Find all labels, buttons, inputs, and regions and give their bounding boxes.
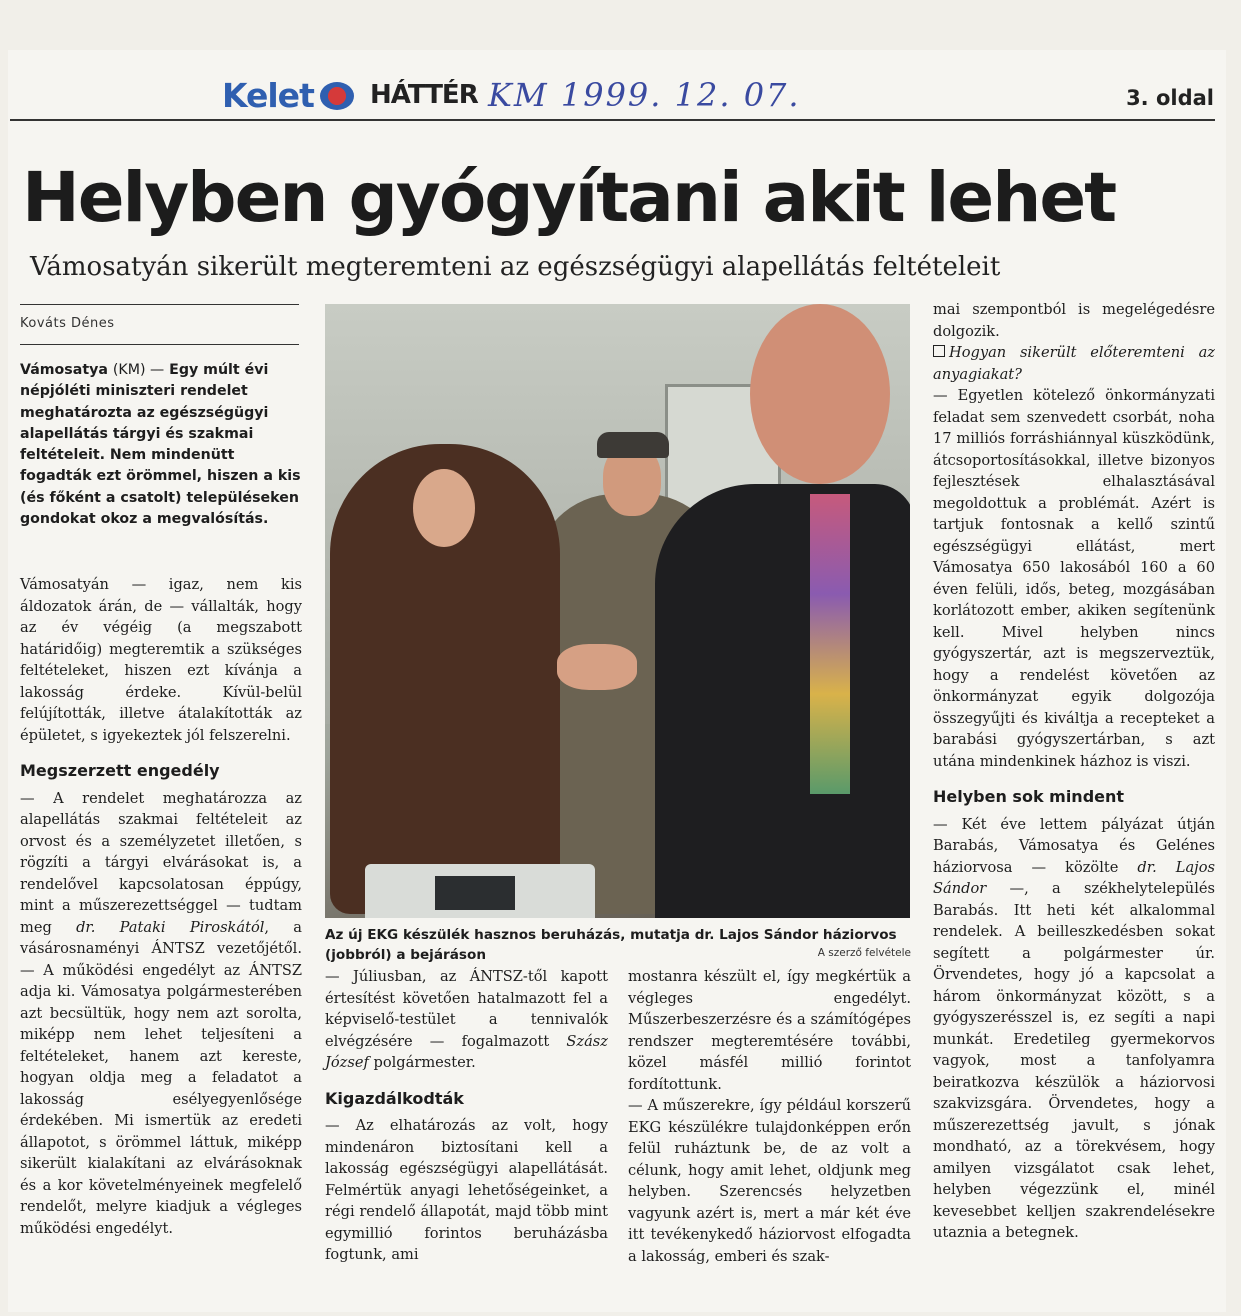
col4-p3-start: — Két éve lettem pályázat útján Barabás, Vámosatya és Gelénes háziorvosa — közölte [933,815,1215,876]
headline: Helyben gyógyítani akit lehet [22,158,1116,238]
column-4 [933,299,1215,1244]
lead-source: (KM) — [112,362,165,378]
column-2 [325,966,608,1266]
photo-credit: A szerző felvétele [817,947,911,959]
photo-tie [810,494,850,794]
photo-cap [597,432,669,458]
col3-paragraph-2: — A műszerekre, így például korszerű EKG készülékre tulajdonképpen erőn felül ruháztunk be, de az volt a célunk, hogy amit lehet, oldjunk meg helyben. Szerencsés helyzetben vagyunk azért is, mert a már két éve itt tevékenykedő háziorvost elfogadta a lakosság, emberi és szak- [628,1097,911,1265]
col4-subtitle: Helyben sok mindent [933,787,1125,806]
article-photo [325,304,910,918]
col1-p2-name: dr. Pataki Piroskától [76,918,265,936]
col2-subtitle: Kigazdálkodták [325,1088,464,1108]
col2-p1-end: polgármester. [368,1054,476,1071]
col1-p2-end: , a vásárosnaményi ÁNTSZ vezetőjétől. — A működési engedélyt az ÁNTSZ adja ki. Vámosatya polgármesterében azt becsültük, hogy nem azt sorolta, miképp nem lehet teljesíteni a feltételeket, hanem azt kereste, hogyan oldja meg a feladatot a lakosság esélyegyenlősége érdekében. Mi ismertük az eredeti állapotot, s örömmel láttuk, miképp sikerült kialakítani az elvárásoknak és a kor követelményeinek megfelelő rendelőt, melyre kiadjuk a végleges működési engedélyt. [20,918,302,1237]
col2-p1-start: — Júliusban, az ÁNTSZ-től kapott értesítést követően hatalmazott fel a képviselő-testület a tennivalók elvégzésére — fogalmazott [325,968,608,1050]
photo-face-right [750,304,890,484]
coat-of-arms-icon [320,82,354,110]
col2-p1-name: Szász József [325,1032,608,1071]
handwritten-date-note: KM 1999. 12. 07. [488,76,801,114]
col1-paragraph-2 [20,788,302,1240]
column-3 [628,966,911,1267]
newspaper-logo: Kelet [222,76,314,115]
masthead [222,72,1222,116]
photo-person-right [655,484,910,918]
photo-ekg-screen [435,876,515,910]
question-box-icon [933,345,945,357]
column-1 [20,574,302,1239]
col4-paragraph-1: mai szempontból is megelégedésre dolgozik. [933,301,1215,340]
col4-p3-name: dr. Lajos Sándor [933,858,1215,897]
photo-face-left [413,469,475,547]
col3-paragraph-1: mostanra készült el, így megkértük a végleges engedélyt. Műszerbeszerzésre és a számítógépes rendszer megteremtésére további, közel másfél millió forintot fordítottunk. [628,968,911,1093]
byline-rule-bottom [20,344,299,345]
section-name: HÁTTÉR [370,80,478,110]
col4-paragraph-2: — Egyetlen kötelező önkormányzati feladat sem szenvedett csorbát, noha 17 milliós forráshiánnyal küszködünk, átcsoportosításokkal, illetve bizonyos fejlesztések elhalasztásával megoldottuk a problémát. Azért is tartjuk fontosnak a kellő szintű egészségügyi ellátást, mert Vámosatya 650 lakosából 160 a 60 éven felüli, idős, beteg, mozgásában korlátozott ember, akiken segítenünk kell. Mivel helyben nincs gyógyszertár, azt is megszerveztük, hogy a rendelést követően az önkormányzat egyik dolgozója összegyűjti és kiváltja a recepteket a barabási gyógyszertárban, s azt utána mindenkinek házhoz is viszi. [933,387,1215,770]
col1-paragraph-1: Vámosatyán — igaz, nem kis áldozatok árán, de — vállalták, hogy az év végéig (a megszabott határidőig) megteremtik a szükséges feltételeket, hiszen ezt kívánja a lakosság érdeke. Kívül-belül felújították, illetve átalakították az épületet, s igyekeztek jól felszerelni. [20,576,302,744]
byline: Kováts Dénes [20,316,115,331]
col1-subtitle: Megszerzett engedély [20,761,220,780]
col2-paragraph-2: — Az elhatározás az volt, hogy mindenáron biztosítani kell a lakosság egészségügyi alapellátását. Felmértük anyagi lehetőségeinket, a régi rendelő állapotát, majd több mint egymillió forintos beruházásba fogtunk, ami [325,1117,608,1263]
subheadline: Vámosatyán sikerült megteremteni az egészségügyi alapellátás feltételeit [30,252,1001,282]
photo-hand [557,644,637,690]
photo-caption: Az új EKG készülék hasznos beruházás, mutatja dr. Lajos Sándor háziorvos (jobbról) a bejáráson [325,927,897,963]
col4-question [933,342,1215,385]
col4-p3-end: —, a székhelytelepülés Barabás. Itt heti két alkalommal rendelek. A beilleszkedésben sokat segített a polgármester úr. Örvendetes, hogy jó a kapcsolat a három önkormányzat között, s a gyógyszerésszel is, ez segíti a napi munkát. Eredetileg gyermekorvos vagyok, most a tanfolyamra beiratkozva készülök a háziorvosi szakvizsgára. Örvendetes, hogy a műszerezettség javult, s jónak mondható, az a törekvésem, hogy amilyen vizsgálatot csak lehet, helyben végezzünk el, minél kevesebbet kelljen szakrendelésekre utaznia a betegnek. [933,880,1215,1241]
byline-rule [20,304,299,305]
masthead-rule [10,119,1215,121]
col2-paragraph-1 [325,966,608,1074]
page-number: 3. oldal [1126,86,1214,110]
lead-paragraph [20,360,302,530]
col4-question-text: Hogyan sikerült előteremteni az anyagiakat? [933,344,1215,383]
lead-place: Vámosatya [20,362,108,378]
col4-paragraph-3 [933,814,1215,1244]
lead-text: Egy múlt évi népjóléti miniszteri rendelet meghatározta az egészségügyi alapellátás tárgyi és szakmai feltételeit. Nem mindenütt fogadták ezt örömmel, hiszen a kis (és főként a csatolt) településeken gondokat okoz a megvalósítás. [20,362,301,528]
col1-p2-start: — A rendelet meghatározza az alapellátás szakmai feltételeit az orvost és a személyzetet illetően, s rögzíti a tárgyi elvárásokat is, a rendelővel kapcsolatosan éppúgy, mint a műszerezettséggel — tudtam meg [20,789,302,936]
